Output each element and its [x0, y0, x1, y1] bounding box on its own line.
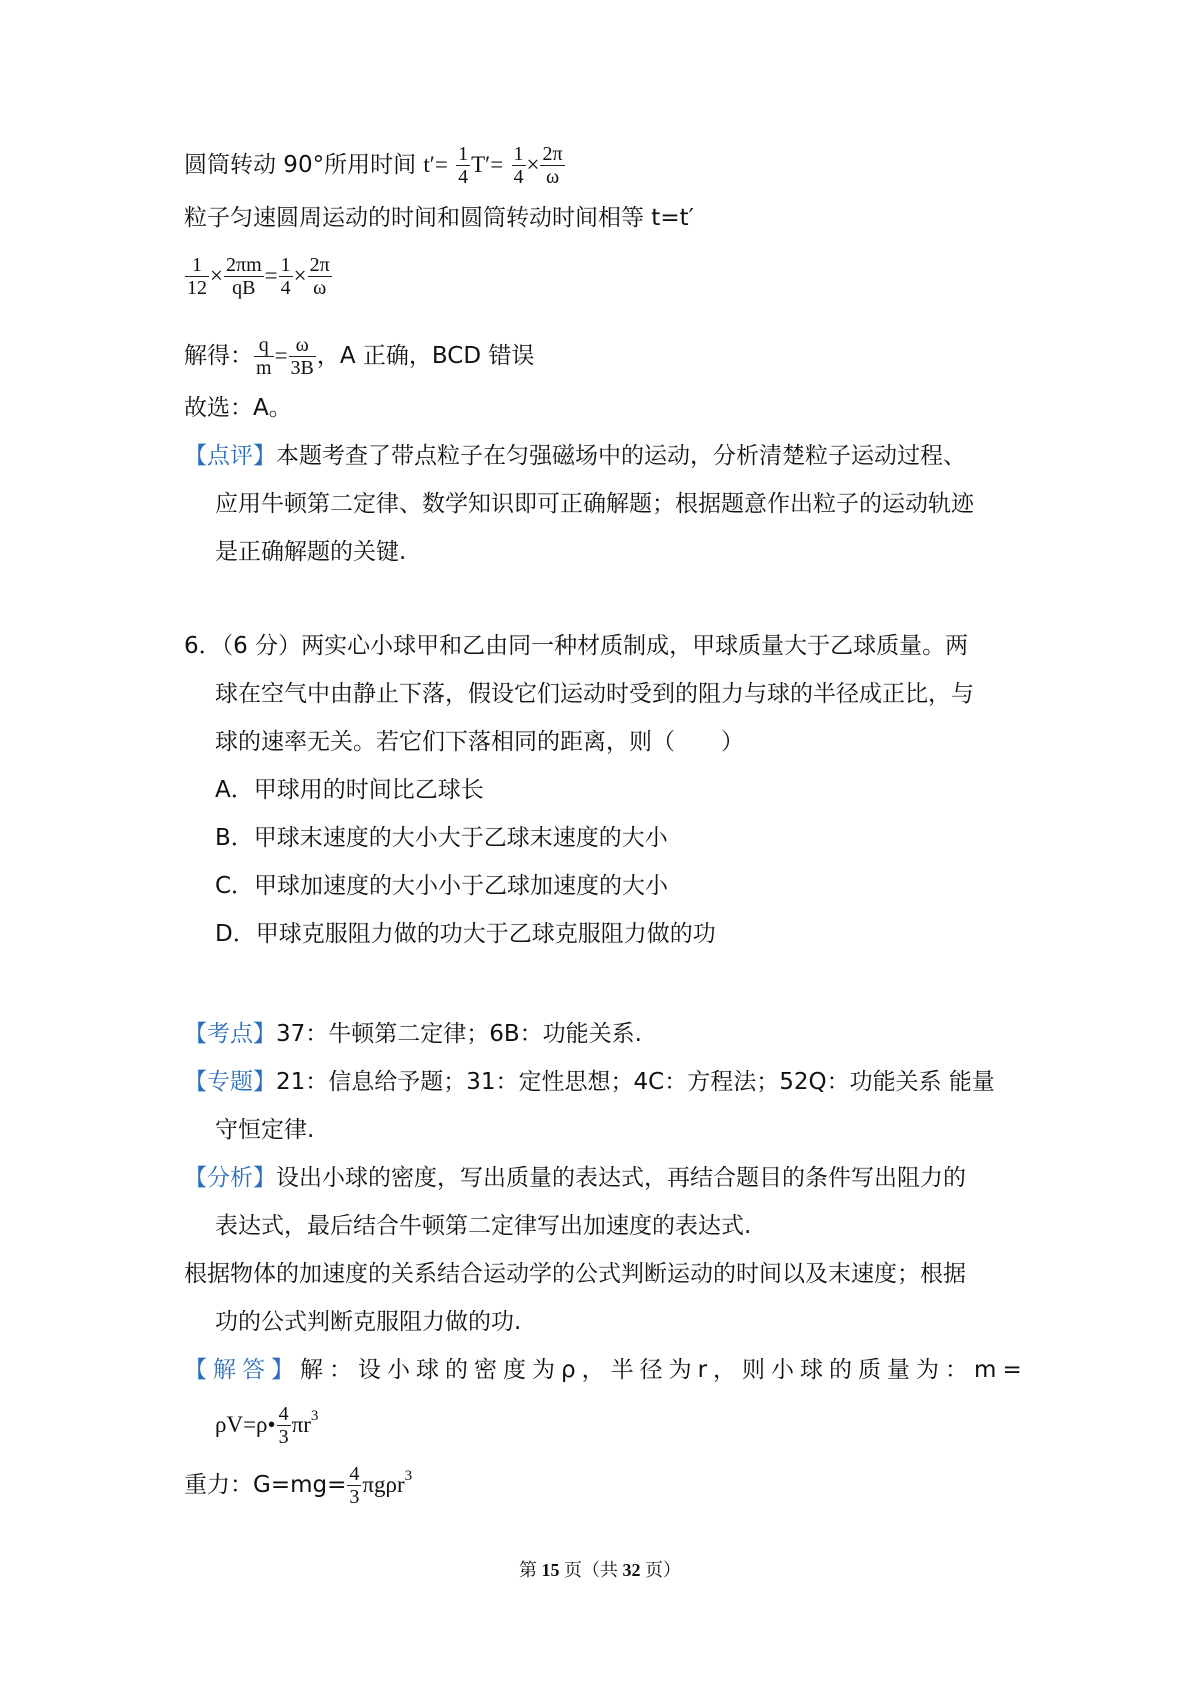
- fraction: $\frac{q}{m}$: [256, 334, 272, 379]
- solution-line-choice: 故选：A。: [184, 395, 292, 421]
- kaodian-line: 【考点】37：牛顿第二定律；6B：功能关系.: [184, 1021, 642, 1047]
- solution-line-result: 解得： $\frac{q}{m}$ = $\frac{\omega}{3B}$ ，A 正确，BCD 错误: [184, 334, 535, 379]
- fraction: $\frac{2\pi}{\omega}$: [309, 254, 330, 299]
- fenxi-line-2: 表达式，最后结合牛顿第二定律写出加速度的表达式.: [215, 1213, 752, 1239]
- comment-line-2: 应用牛顿第二定律、数学知识即可正确解题；根据题意作出粒子的运动轨迹: [215, 491, 974, 517]
- fraction: $\frac{1}{4}$: [458, 143, 469, 188]
- zhuanti-line-1: 【专题】21：信息给予题；31：定性思想；4C：方程法；52Q：功能关系 能量: [184, 1069, 995, 1095]
- comment-tag: 【点评】: [184, 443, 276, 469]
- fenxi-line-1: 【分析】设出小球的密度，写出质量的表达式，再结合题目的条件写出阻力的: [184, 1165, 966, 1191]
- solution-line-equal-time: 粒子匀速圆周运动的时间和圆筒转动时间相等 t=t′: [184, 205, 694, 231]
- fraction: $\frac{\omega}{3B}$: [290, 334, 314, 379]
- question-line-3: 球的速率无关。若它们下落相同的距离，则（ ）: [215, 729, 744, 755]
- jieda-tag: 【解答】: [184, 1357, 300, 1383]
- question-line-1: 6．（6 分）两实心小球甲和乙由同一种材质制成，甲球质量大于乙球质量。两: [184, 633, 969, 659]
- page-number: 15: [541, 1560, 560, 1580]
- jieda-line-3: 重力：G=mg= $\frac{4}{3}$ πgρr$^3$: [184, 1463, 413, 1508]
- zhuanti-tag: 【专题】: [184, 1069, 276, 1095]
- option-b: B．甲球末速度的大小大于乙球末速度的大小: [215, 825, 668, 851]
- fraction: $\frac{4}{3}$: [278, 1403, 289, 1448]
- solution-line-equation: $\frac{1}{12}$ × $\frac{2\pi m}{qB}$ = $\frac{1}{4}$ × $\frac{2\pi}{\omega}$: [187, 254, 330, 299]
- comment-line-3: 是正确解题的关键.: [215, 539, 407, 565]
- fraction: $\frac{1}{4}$: [280, 254, 291, 299]
- kaodian-tag: 【考点】: [184, 1021, 276, 1047]
- fraction: $\frac{2\pi}{\omega}$: [542, 143, 563, 188]
- fenxi-line-3: 根据物体的加速度的关系结合运动学的公式判断运动的时间以及末速度；根据: [184, 1261, 966, 1287]
- fenxi-line-4: 功的公式判断克服阻力做的功.: [215, 1309, 522, 1335]
- fraction: $\frac{2\pi m}{qB}$: [225, 254, 262, 299]
- fraction: $\frac{4}{3}$: [349, 1463, 360, 1508]
- comment-line-1: 【点评】本题考查了带点粒子在匀强磁场中的运动，分析清楚粒子运动过程、: [184, 443, 966, 469]
- option-d: D．甲球克服阻力做的功大于乙球克服阻力做的功: [215, 921, 716, 947]
- fraction: $\frac{1}{12}$: [187, 254, 207, 299]
- option-c: C．甲球加速度的大小小于乙球加速度的大小: [215, 873, 669, 899]
- question-line-2: 球在空气中由静止下落，假设它们运动时受到的阻力与球的半径成正比，与: [215, 681, 974, 707]
- option-a: A．甲球用的时间比乙球长: [215, 777, 484, 803]
- fraction: $\frac{1}{4}$: [513, 143, 524, 188]
- page-footer: 第 15 页（共 32 页）: [519, 1560, 681, 1580]
- fenxi-tag: 【分析】: [184, 1165, 276, 1191]
- solution-line-time: 圆筒转动 90°所用时间 t′= $\frac{1}{4}$ T′= $\frac{1}{4}$ × $\frac{2\pi}{\omega}$: [184, 143, 563, 188]
- zhuanti-line-2: 守恒定律.: [215, 1117, 315, 1143]
- jieda-line-1: 【解答】解：设小球的密度为ρ，半径为r，则小球的质量为：m=: [184, 1357, 1028, 1383]
- page-total: 32: [622, 1560, 641, 1580]
- jieda-line-2: ρV=ρ• $\frac{4}{3}$ $\pi r^3$: [215, 1403, 319, 1448]
